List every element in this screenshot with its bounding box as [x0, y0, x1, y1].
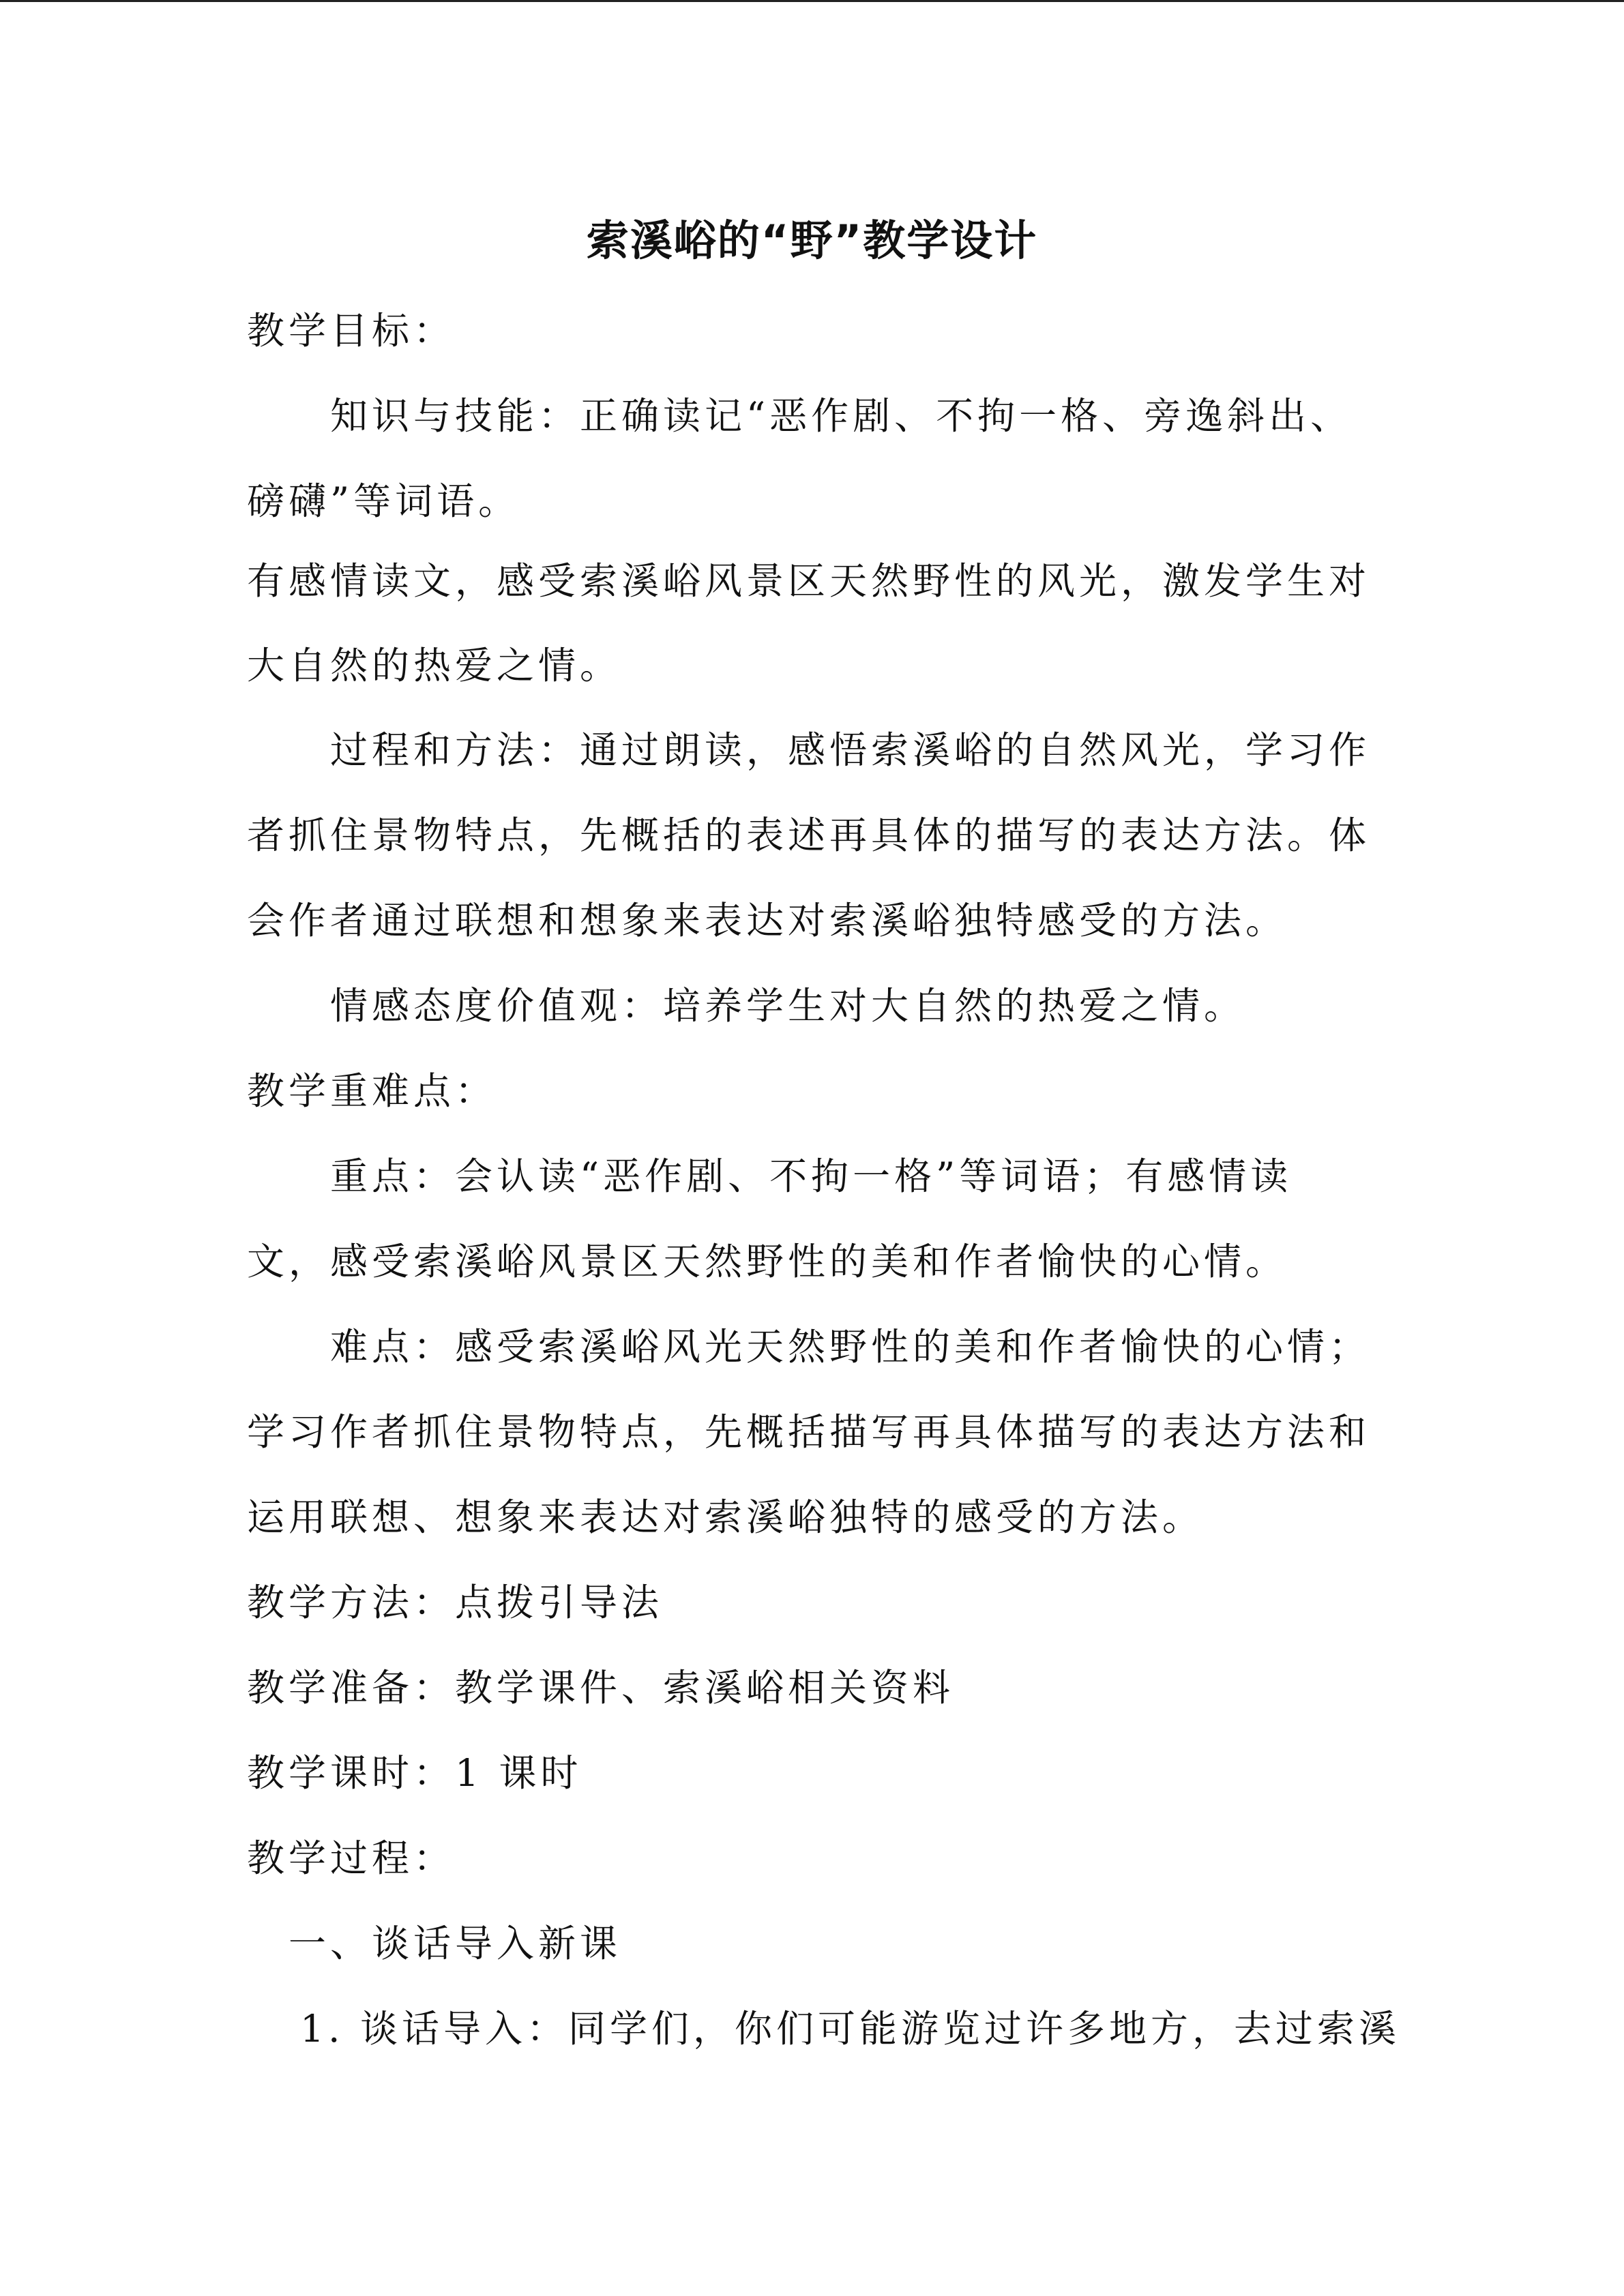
paragraph-line: 会作者通过联想和想象来表达对索溪峪独特感受的方法。 — [247, 899, 1288, 942]
page-top-border — [0, 0, 1624, 2]
heading-key-points: 教学重难点： — [247, 1069, 497, 1113]
heading-teaching-goals: 教学目标： — [247, 309, 456, 353]
paragraph-line: 情感态度价值观：培养学生对大自然的热爱之情。 — [330, 984, 1246, 1028]
section-heading-intro: 一、谈话导入新课 — [289, 1922, 622, 1965]
teaching-preparation-line: 教学准备：教学课件、索溪峪相关资料 — [247, 1666, 955, 1710]
paragraph-line: 者抓住景物特点，先概括的表述再具体的描写的表达方法。体 — [247, 814, 1371, 857]
class-hours-line: 教学课时：1 课时 — [247, 1751, 582, 1795]
paragraph-line: 知识与技能：正确读记“恶作剧、不拘一格、旁逸斜出、 — [330, 394, 1353, 438]
paragraph-line: 重点：会认读“恶作剧、不拘一格”等词语；有感情读 — [330, 1154, 1293, 1198]
teaching-method-line: 教学方法：点拨引导法 — [247, 1581, 664, 1624]
paragraph-line: 磅礴”等词语。 — [247, 479, 520, 523]
paragraph-line: 1. 谈话导入：同学们，你们可能游览过许多地方，去过索溪 — [300, 2007, 1400, 2051]
paragraph-line: 文，感受索溪峪风景区天然野性的美和作者愉快的心情。 — [247, 1240, 1288, 1283]
paragraph-line: 运用联想、想象来表达对索溪峪独特的感受的方法。 — [247, 1495, 1205, 1539]
heading-teaching-process: 教学过程： — [247, 1836, 456, 1880]
paragraph-line: 有感情读文，感受索溪峪风景区天然野性的风光，激发学生对 — [247, 559, 1371, 603]
paragraph-line: 学习作者抓住景物特点，先概括描写再具体描写的表达方法和 — [247, 1410, 1371, 1454]
document-title: 索溪峪的“野”教学设计 — [586, 215, 1038, 265]
paragraph-line: 难点：感受索溪峪风光天然野性的美和作者愉快的心情； — [330, 1325, 1371, 1369]
paragraph-line: 大自然的热爱之情。 — [247, 644, 622, 687]
paragraph-line: 过程和方法：通过朗读，感悟索溪峪的自然风光，学习作 — [330, 728, 1371, 772]
